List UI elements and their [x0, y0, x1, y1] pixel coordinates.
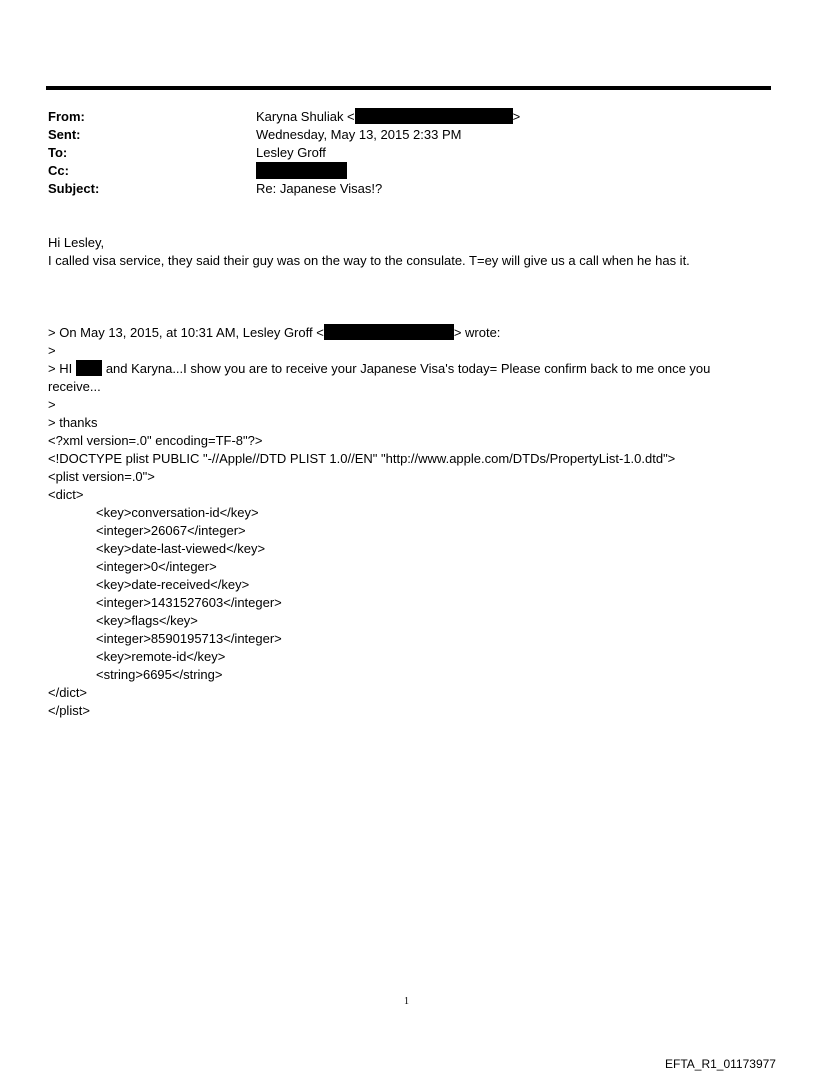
- message-line: I called visa service, they said their guy was on the way to the consulate. T=ey will give us a call when he has it.: [48, 253, 690, 268]
- quote-hi-rest: and Karyna...I show you are to receive your Japanese Visa's today= Please confirm back to me once you: [102, 361, 711, 376]
- plist-entry: <key>date-last-viewed</key>: [96, 541, 266, 556]
- quote-intro: [48, 324, 500, 342]
- plist-entry: <string>6695</string>: [96, 667, 223, 682]
- quote-receive: receive...: [48, 379, 101, 394]
- quote-thanks: > thanks: [48, 415, 98, 430]
- plist-line: <plist version=.0">: [48, 469, 155, 484]
- plist-entry: <key>conversation-id</key>: [96, 505, 259, 520]
- redaction-block: [76, 360, 102, 376]
- quote-blank: >: [48, 343, 56, 358]
- document-id: EFTA_R1_01173977: [665, 1057, 776, 1071]
- page-number: 1: [404, 996, 409, 1007]
- redaction-block: [256, 162, 347, 179]
- subject-label: Subject:: [48, 181, 100, 196]
- plist-entry: <integer>1431527603</integer>: [96, 595, 282, 610]
- sent-value: Wednesday, May 13, 2015 2:33 PM: [256, 127, 462, 142]
- to-value: Lesley Groff: [256, 145, 326, 160]
- sent-label: Sent:: [48, 127, 81, 142]
- plist-entry: <key>remote-id</key>: [96, 649, 226, 664]
- quote-hi: [48, 360, 710, 378]
- quote-intro-start: > On May 13, 2015, at 10:31 AM, Lesley Groff <: [48, 325, 324, 340]
- plist-entry: <integer>8590195713</integer>: [96, 631, 282, 646]
- plist-entry: <key>date-received</key>: [96, 577, 250, 592]
- redaction-block: [324, 324, 454, 340]
- quote-blank: >: [48, 397, 56, 412]
- from-name: Karyna Shuliak <: [256, 109, 355, 124]
- plist-entry: <integer>0</integer>: [96, 559, 217, 574]
- cc-label: Cc:: [48, 163, 69, 178]
- plist-line: <?xml version=.0" encoding=TF-8"?>: [48, 433, 263, 448]
- plist-line: <dict>: [48, 487, 84, 502]
- greeting: Hi Lesley,: [48, 235, 105, 250]
- plist-line: <!DOCTYPE plist PUBLIC "-//Apple//DTD PLIST 1.0//EN" "http://www.apple.com/DTDs/PropertyList-1.0.dtd">: [48, 451, 676, 466]
- from-label: From:: [48, 109, 85, 124]
- plist-line: </plist>: [48, 703, 90, 718]
- to-label: To:: [48, 145, 68, 160]
- redaction-block: [355, 108, 513, 124]
- header-rule: [46, 86, 771, 90]
- from-value: [256, 108, 520, 126]
- quote-hi-start: > HI: [48, 361, 73, 376]
- from-close: >: [512, 109, 521, 124]
- subject-value: Re: Japanese Visas!?: [256, 181, 383, 196]
- plist-entry: <integer>26067</integer>: [96, 523, 246, 538]
- quote-intro-end: > wrote:: [453, 325, 501, 340]
- cc-value: [256, 162, 347, 181]
- plist-line: </dict>: [48, 685, 88, 700]
- plist-entry: <key>flags</key>: [96, 613, 198, 628]
